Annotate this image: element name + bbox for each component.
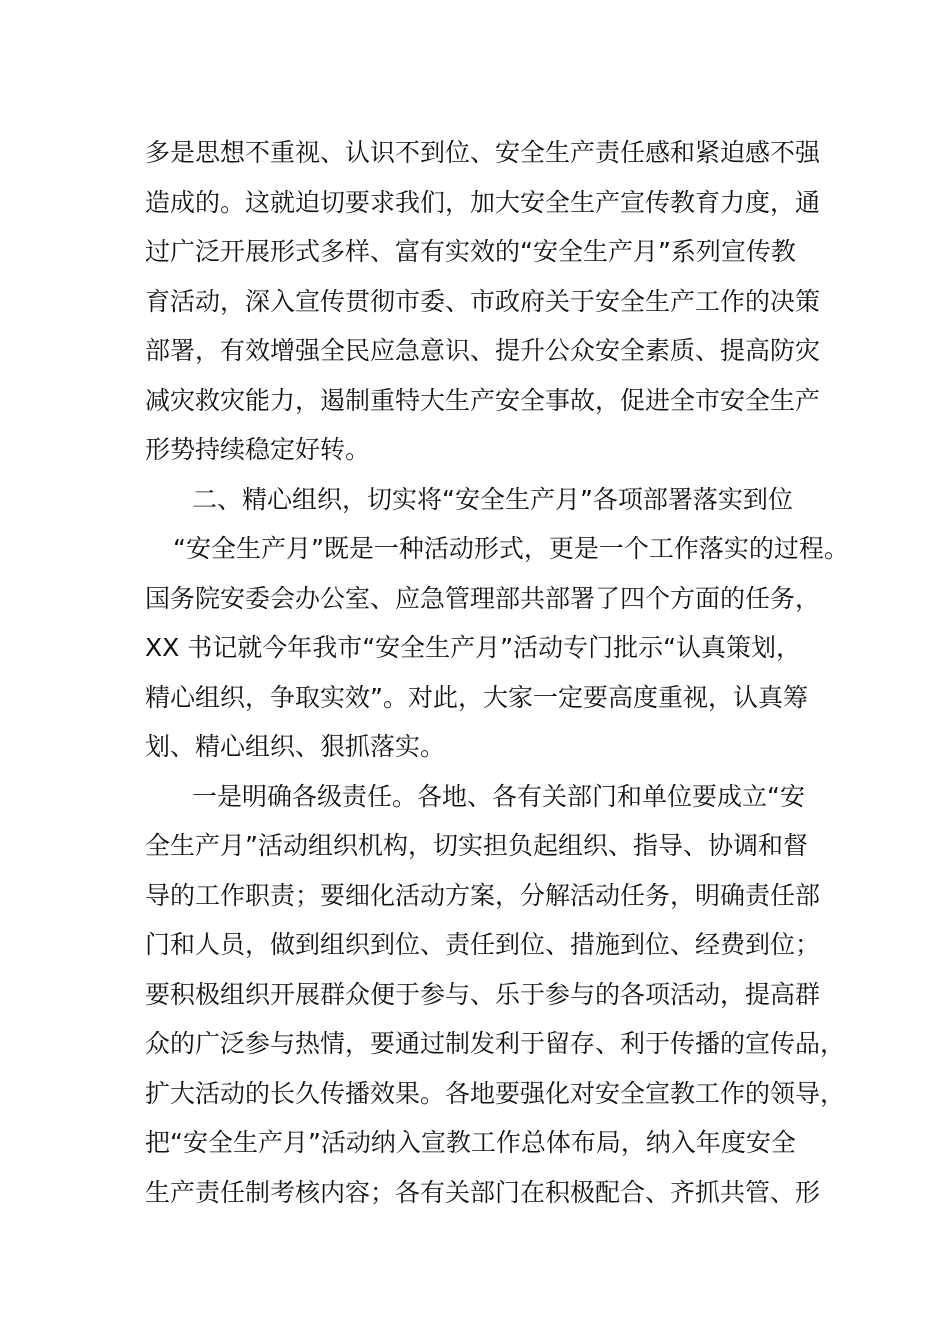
text-line: 形势持续稳定好转。 — [145, 435, 371, 464]
text-line: 育活动，深入宣传贯彻市委、市政府关于安全生产工作的决策 — [145, 286, 821, 316]
section-heading: 二、精心组织，切实将“安全生产月”各项部署落实到位 — [192, 484, 793, 514]
text-line: 部署，有效增强全民应急意识、提升公众安全素质、提高防灾 — [145, 336, 821, 365]
text-line: 国务院安委会办公室、应急管理部共部署了四个方面的任务， — [145, 583, 821, 613]
text-line: “安全生产月”既是一种活动形式，更是一个工作落实的过程。 — [173, 534, 849, 563]
text-line: 造成的。这就迫切要求我们，加大安全生产宣传教育力度，通 — [145, 187, 821, 217]
text-line: 把“安全生产月”活动纳入宣教工作总体布局，纳入年度安全 — [145, 1128, 796, 1157]
text-line: 精心组织，争取实效”。对此，大家一定要高度重视，认真筹 — [145, 682, 808, 712]
text-line: 门和人员，做到组织到位、责任到位、措施到位、经费到位； — [145, 930, 821, 959]
text-line: 一是明确各级责任。各地、各有关部门和单位要成立“安 — [192, 781, 805, 811]
text-line: 划、精心组织、狠抓落实。 — [145, 732, 446, 761]
text-line: 导的工作职责；要细化活动方案，分解活动任务，明确责任部 — [145, 880, 821, 910]
text-line: 过广泛开展形式多样、富有实效的“安全生产月”系列宣传教 — [145, 237, 796, 266]
text-line: XX 书记就今年我市“安全生产月”活动专门批示“认真策划， — [145, 633, 802, 662]
text-line: 要积极组织开展群众便于参与、乐于参与的各项活动，提高群 — [145, 979, 821, 1009]
text-line: 全生产月”活动组织机构，切实担负起组织、指导、协调和督 — [145, 831, 808, 860]
text-line: 多是思想不重视、认识不到位、安全生产责任感和紧迫感不强 — [145, 138, 821, 167]
text-line: 生产责任制考核内容；各有关部门在积极配合、齐抓共管、形 — [145, 1177, 821, 1207]
text-line: 减灾救灾能力，遏制重特大生产安全事故，促进全市安全生产 — [145, 385, 821, 415]
body-text — [145, 128, 849, 1217]
text-line: 扩大活动的长久传播效果。各地要强化对安全宣教工作的领导， — [145, 1078, 846, 1108]
text-line: 众的广泛参与热情，要通过制发利于留存、利于传播的宣传品， — [145, 1029, 846, 1058]
